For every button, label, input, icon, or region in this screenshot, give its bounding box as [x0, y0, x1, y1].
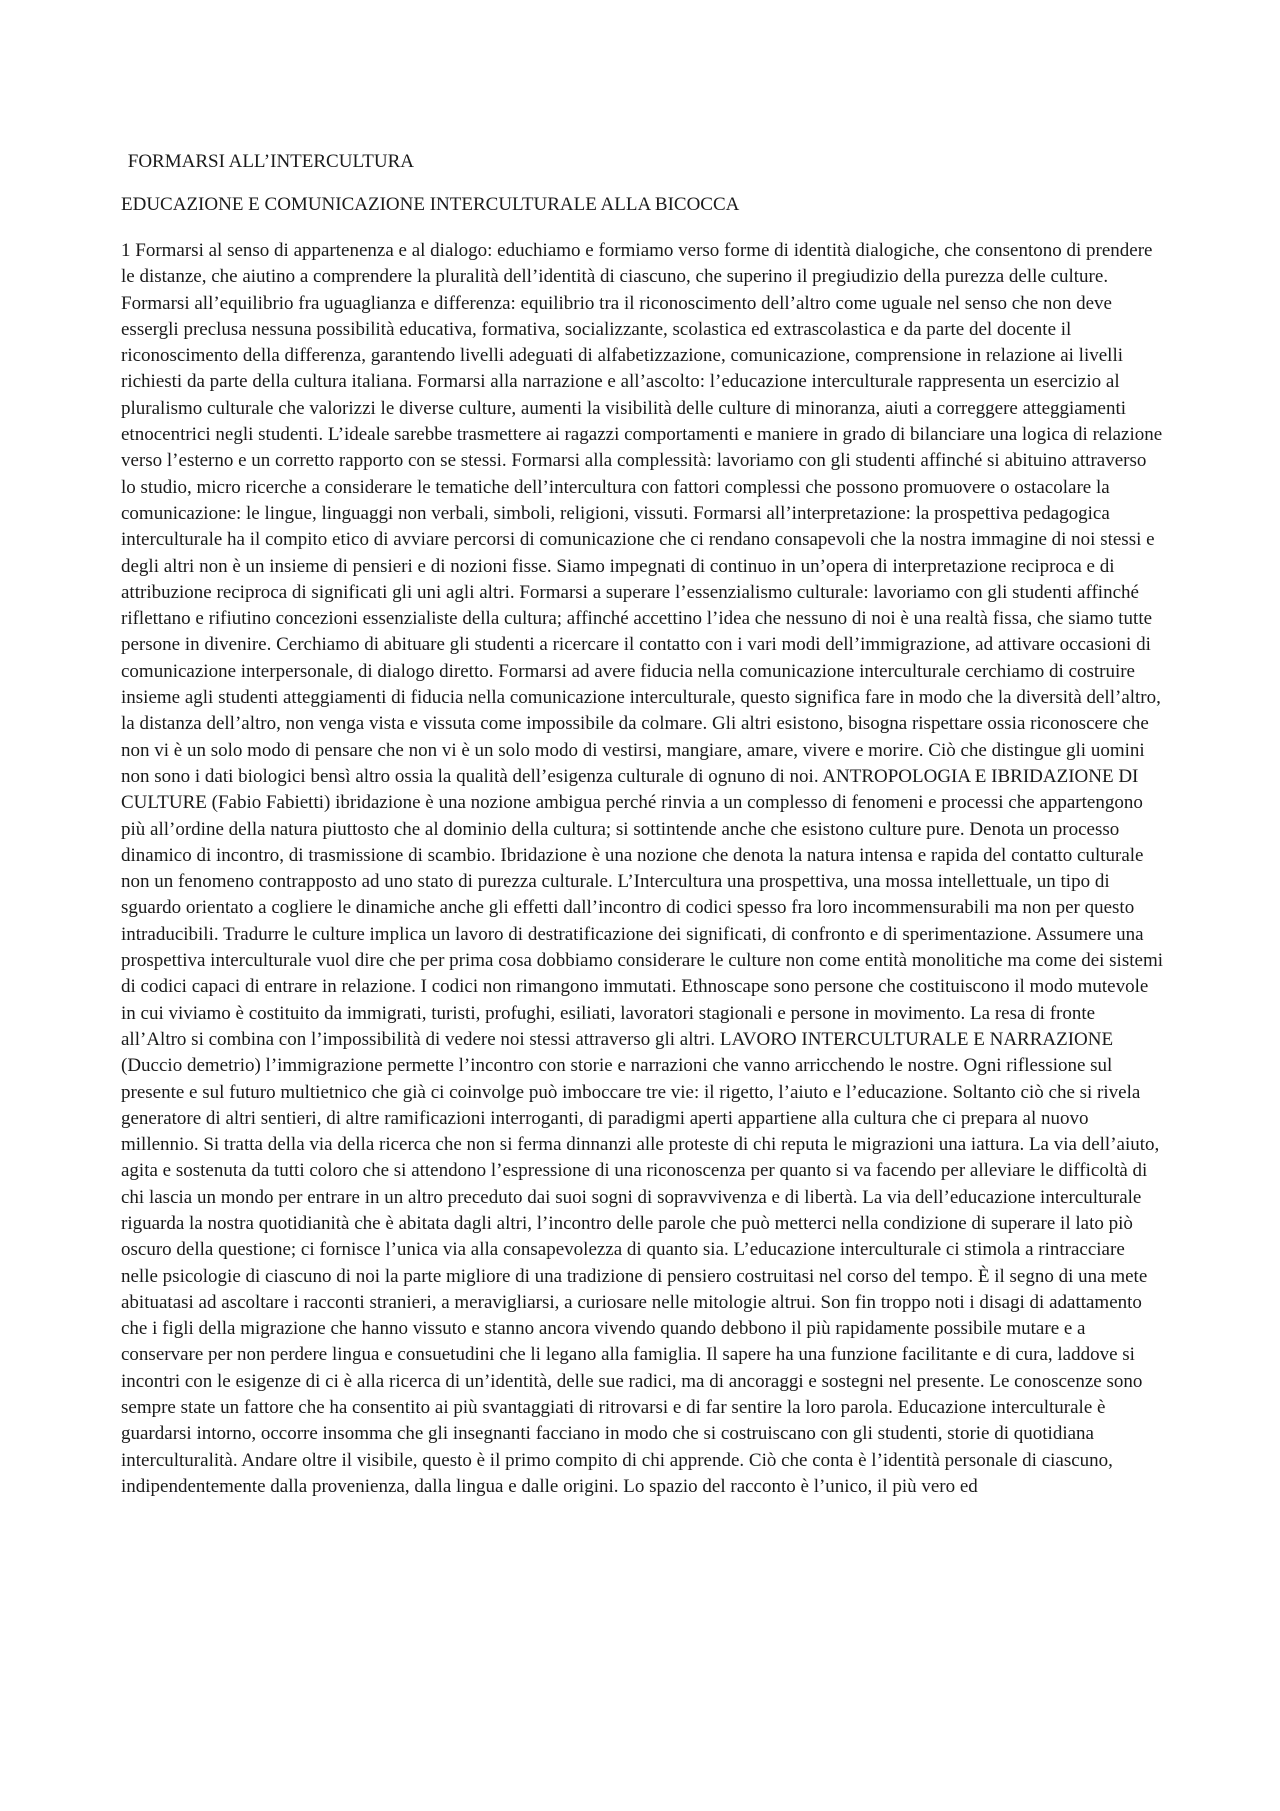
document-subtitle: EDUCAZIONE E COMUNICAZIONE INTERCULTURALE ALLA BICOCCA: [121, 194, 740, 215]
document-title: FORMARSI ALL’INTERCULTURA: [123, 151, 415, 172]
document-body-text: 1 Formarsi al senso di appartenenza e al dialogo: educhiamo e formiamo verso forme di identità dialogiche, che consentono di prendere le distanze, che aiutino a comprendere la pluralità dell’identità di ciascuno, che superino il pregiudizio della purezza delle culture. Formarsi all’equilibrio fra uguaglianza e differenza: equilibrio tra il riconoscimento dell’altro come uguale nel senso che non deve essergli preclusa nessuna possibilità educativa, formativa, socializzante, scolastica ed extrascolastica e da parte del docente il riconoscimento della differenza, garantendo livelli adeguati di alfabetizzazione, comunicazione, comprensione in relazione ai livelli richiesti da parte della cultura italiana. Formarsi alla narrazione e all’ascolto: l’educazione interculturale rappresenta un esercizio al pluralismo culturale che valorizzi le diverse culture, aumenti la visibilità delle culture di minoranza, aiuti a correggere atteggiamenti etnocentrici negli studenti. L’ideale sarebbe trasmettere ai ragazzi comportamenti e maniere in grado di bilanciare una logica di relazione verso l’esterno e un corretto rapporto con se stessi. Formarsi alla complessità: lavoriamo con gli studenti affinché si abituino attraverso lo studio, micro ricerche a considerare le tematiche dell’intercultura con fattori complessi che possono promuovere o ostacolare la comunicazione: le lingue, linguaggi non verbali, simboli, religioni, vissuti. Formarsi all’interpretazione: la prospettiva pedagogica interculturale ha il compito etico di avviare percorsi di comunicazione che ci rendano consapevoli che la nostra immagine di noi stessi e degli altri non è un insieme di pensieri e di nozioni fisse. Siamo impegnati di continuo in un’opera di interpretazione reciproca e di attribuzione reciproca di significati gli uni agli altri. Formarsi a superare l’essenzialismo culturale: lavoriamo con gli studenti affinché riflettano e rifiutino concezioni essenzialiste della cultura; affinché accettino l’idea che nessuno di noi è una realtà fissa, che siamo tutte persone in divenire. Cerchiamo di abituare gli studenti a ricercare il contatto con i vari modi dell’immigrazione, ad attivare occasioni di comunicazione interpersonale, di dialogo diretto. Formarsi ad avere fiducia nella comunicazione interculturale cerchiamo di costruire insieme agli studenti atteggiamenti di fiducia nella comunicazione interculturale, questo significa fare in modo che la diversità dell’altro, la distanza dell’altro, non venga vista e vissuta come impossibile da colmare. Gli altri esistono, bisogna rispettare ossia riconoscere che non vi è un solo modo di pensare che non vi è un solo modo di vestirsi, mangiare, amare, vivere e morire. Ciò che distingue gli uomini non sono i dati biologici bensì altro ossia la qualità dell’esigenza culturale di ognuno di noi. ANTROPOLOGIA E IBRIDAZIONE DI CULTURE (Fabio Fabietti) ibridazione è una nozione ambigua perché rinvia a un complesso di fenomeni e processi che appartengono più all’ordine della natura piuttosto che al dominio della cultura; si sottintende anche che esistono culture pure. Denota un processo dinamico di incontro, di trasmissione di scambio. Ibridazione è una nozione che denota la natura intensa e rapida del contatto culturale non un fenomeno contrapposto ad uno stato di purezza culturale. L’Intercultura una prospettiva, una mossa intellettuale, un tipo di sguardo orientato a cogliere le dinamiche anche gli effetti dall’incontro di codici spesso fra loro incommensurabili ma non per questo intraducibili. Tradurre le culture implica un lavoro di destratificazione dei significati, di confronto e di sperimentazione. Assumere una prospettiva interculturale vuol dire che per prima cosa dobbiamo considerare le culture non come entità monolitiche ma come dei sistemi di codici capaci di entrare in relazione. I codici non rimangono immutati. Ethnoscape sono persone che costituiscono il modo mutevole in cui viviamo è costituito da immigrati, turisti, profughi, esiliati, lavoratori stagionali e persone in movimento. La resa di fronte all’Altro si combina con l’impossibilità di vedere noi stessi attraverso gli altri. LAVORO INTERCULTURALE E NARRAZIONE (Duccio demetrio) l’immigrazione permette l’incontro con storie e narrazioni che vanno arricchendo le nostre. Ogni riflessione sul presente e sul futuro multietnico che già ci coinvolge può imboccare tre vie: il rigetto, l’aiuto e l’educazione. Soltanto ciò che si rivela generatore di altri sentieri, di altre ramificazioni interroganti, di paradigmi aperti appartiene alla cultura che ci prepara al nuovo millennio. Si tratta della via della ricerca che non si ferma dinnanzi alle proteste di chi reputa le migrazioni una iattura. La via dell’aiuto, agita e sostenuta da tutti coloro che si attendono l’espressione di una riconoscenza per quanto si va facendo per alleviare le difficoltà di chi lascia un mondo per entrare in un altro preceduto dai suoi sogni di sopravvivenza e di libertà. La via dell’educazione interculturale riguarda la nostra quotidianità che è abitata dagli altri, l’incontro delle parole che può metterci nella condizione di superare il lato piò oscuro della questione; ci fornisce l’unica via alla consapevolezza di quanto sia. L’educazione interculturale ci stimola a rintracciare nelle psicologie di ciascuno di noi la parte migliore di una tradizione di pensiero costruitasi nel corso del tempo. È il segno di una mete abituatasi ad ascoltare i racconti stranieri, a meravigliarsi, a curiosare nelle mitologie altrui. Son fin troppo noti i disagi di adattamento che i figli della migrazione che hanno vissuto e stanno ancora vivendo quando debbono il più rapidamente possibile mutare e a conservare per non perdere lingua e consuetudini che li legano alla famiglia. Il sapere ha una funzione facilitante e di cura, laddove si incontri con le esigenze di ci è alla ricerca di un’identità, delle sue radici, ma di ancoraggi e sostegni nel presente. Le conoscenze sono sempre state un fattore che ha consentito ai più svantaggiati di ritrovarsi e di far sentire la loro parola. Educazione interculturale è guardarsi intorno, occorre insomma che gli insegnanti facciano in modo che si costruiscano con gli studenti, storie di quotidiana interculturalità. Andare oltre il visibile, questo è il primo compito di chi apprende. Ciò che conta è l’identità personale di ciascuno, indipendentemente dalla provenienza, dalla lingua e dalle origini. Lo spazio del racconto è l’unico, il più vero ed: [121, 240, 1164, 1497]
